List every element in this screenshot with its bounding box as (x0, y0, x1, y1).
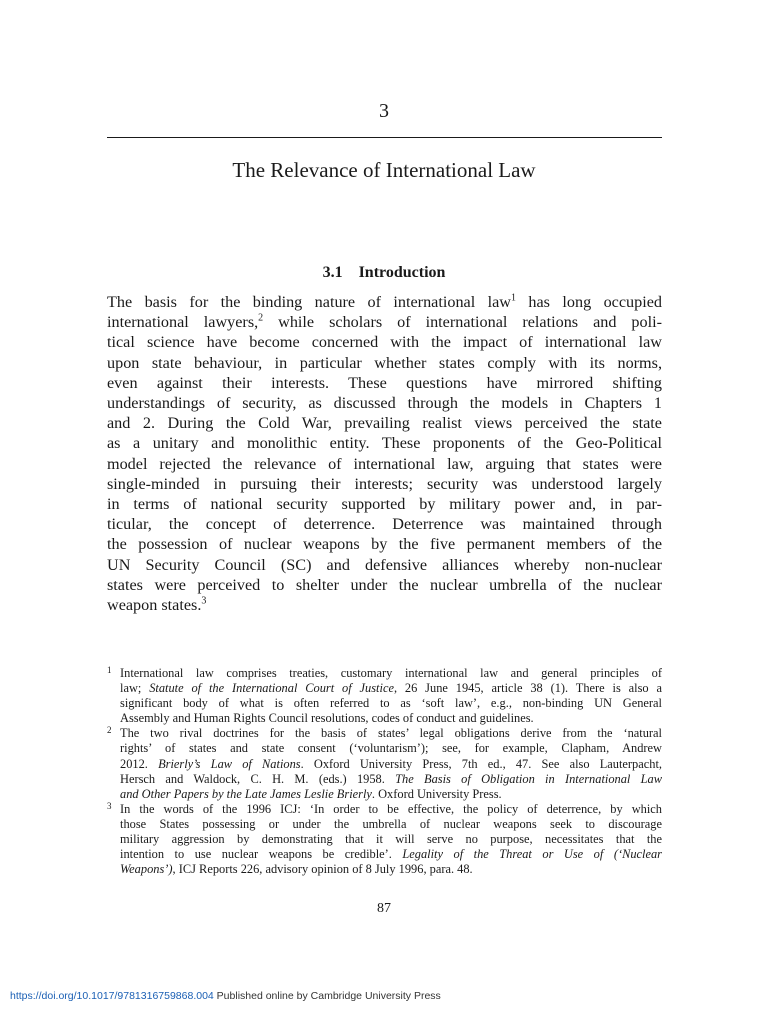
body-line: in terms of national security supported by military power and, in par- (107, 495, 662, 514)
footnote-1 (107, 666, 662, 726)
footnote-line: In the words of the 1996 ICJ: ‘In order to be effective, the policy of deterrence, by which (120, 801, 662, 816)
published-note: Published online by Cambridge University Press (213, 990, 441, 1002)
body-line: UN Security Council (SC) and defensive alliances whereby non-nuclear (107, 555, 662, 574)
body-line: as a unitary and monolithic entity. These proponents of the Geo-Political (107, 434, 662, 453)
chapter-title: The Relevance of International Law (232, 158, 536, 182)
body-line: upon state behaviour, in particular whether states comply with its norms, (107, 353, 662, 372)
footnote-3 (107, 802, 662, 877)
footnote-line: Assembly and Human Rights Council resolutions, codes of conduct and guidelines. (120, 711, 534, 726)
body-line: understandings of security, as discussed through the models in Chapters 1 (107, 394, 662, 413)
footnote-line: Weapons’), ICJ Reports 226, advisory opinion of 8 July 1996, para. 48. (120, 862, 473, 877)
footnote-line: The two rival doctrines for the basis of states’ legal obligations derive from the ‘natural (120, 726, 662, 741)
body-line: even against their interests. These questions have mirrored shifting (107, 373, 662, 392)
body-line: international lawyers,$^2$ while scholars of international relations and poli- (107, 312, 662, 332)
section-heading (0, 264, 768, 282)
footnote-line: International law comprises treaties, customary international law and general principles of (120, 666, 662, 680)
body-line: model rejected the relevance of international law, arguing that states were (107, 454, 662, 473)
body-line: states were perceived to shelter under the nuclear umbrella of the nuclear (107, 575, 662, 594)
footnote-line: significant body of what is often referred to as ‘soft law’, e.g., non-binding UN General (120, 696, 662, 711)
footnote-mark: 3 (107, 800, 112, 811)
section-title: Introduction (358, 264, 446, 281)
footnotes (107, 666, 662, 877)
footnote-line: and Other Papers by the Late James Leslie Brierly. Oxford University Press. (120, 786, 502, 801)
footnote-mark: 2 (107, 725, 112, 736)
footnote-line: intention to use nuclear weapons be credible’. Legality of the Threat or Use of (‘Nuclear (120, 847, 662, 862)
footnote-line: law; Statute of the International Court of Justice, 26 June 1945, article 38 (1). There is also a (120, 681, 662, 696)
body-line: the possession of nuclear weapons by the five permanent members of the (107, 535, 662, 554)
chapter-rule (107, 137, 662, 138)
body-paragraph (107, 292, 662, 615)
footnote-line: 2012. Brierly’s Law of Nations. Oxford University Press, 7th ed., 47. See also Lauterpacht, (120, 756, 662, 771)
doi-footer (10, 990, 441, 1002)
footnote-line: Hersch and Waldock, C. H. M. (eds.) 1958. The Basis of Obligation in International Law (120, 771, 662, 786)
doi-link[interactable]: https://doi.org/10.1017/9781316759868.004 (10, 990, 214, 1002)
section-number: 3.1 (322, 264, 343, 281)
body-line: and 2. During the Cold War, prevailing realist views perceived the state (107, 414, 662, 433)
footnote-2 (107, 726, 662, 801)
footnote-mark: 1 (107, 665, 112, 675)
chapter-number: 3 (379, 100, 389, 122)
footnote-line: rights’ of states and state consent (‘voluntarism’); see, for example, Clapham, Andrew (120, 741, 662, 756)
page-number: 87 (377, 901, 391, 916)
footnote-line: those States possessing or under the umbrella of nuclear weapons seek to discourage (120, 816, 662, 831)
body-line: single-minded in pursuing their interests; security was understood largely (107, 474, 662, 493)
note-ref-2[interactable]: 2 (258, 312, 264, 324)
body-line: The basis for the binding nature of international law$^1$ has long occupied (107, 292, 662, 311)
note-ref-1[interactable]: 1 (511, 292, 516, 304)
body-line: tical science have become concerned with the impact of international law (107, 333, 662, 352)
note-ref-3[interactable]: 3 (201, 595, 207, 607)
footnote-line: military aggression by demonstrating that it will serve no purpose, necessitates that the (120, 832, 662, 847)
body-line: weapon states.$^3$ (107, 595, 207, 615)
body-line: ticular, the concept of deterrence. Deterrence was maintained through (107, 515, 662, 534)
